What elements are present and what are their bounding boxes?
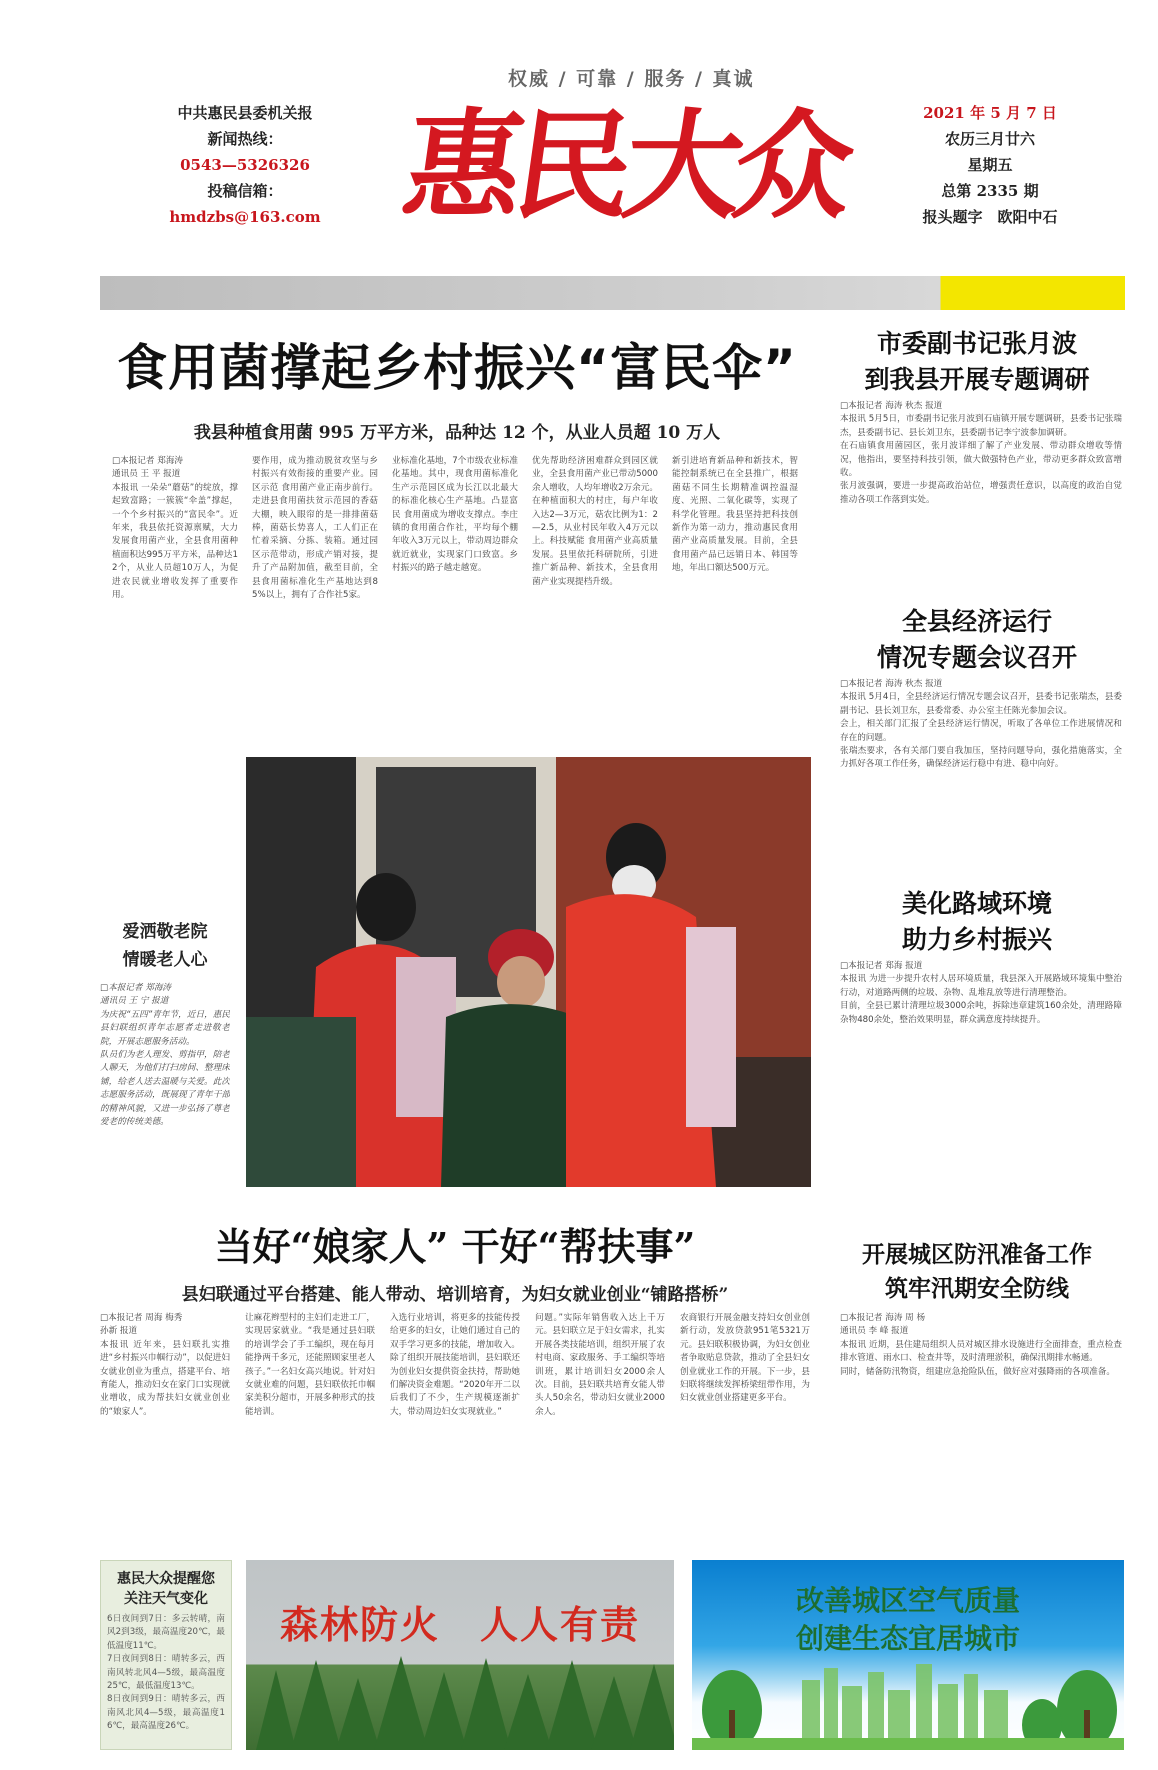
lead-column-2: 要作用，成为推动脱贫攻坚与乡村振兴有效衔接的重要产业。园区示范 食用菌产业正南步前行。走进县食用菌扶贫示范园的香菇大棚，映入眼帘的是一排排菌菇棒，菌菇长势喜人，工人们正在忙着采摘、分拣、装箱。通过园区示范带动，形成产销对接，提升了产品附加值，截至目前，全县食用菌标准化生产基地达到85%以上，拥有了合作社5家。 — [252, 456, 378, 601]
side-story-1-title: 市委副书记张月波 到我县开展专题调研 — [864, 329, 1090, 394]
weather-text: 6日夜间到7日：多云转晴，南风2到3级，最高温度20℃，最低温度11℃。 7日夜间到8日：晴转多云，西南风转北风4—5级，最高温度25℃，最低温度13℃。 8日夜间到9日：晴转多云，西南风北风4—5级，最高温度16℃，最高温度26℃。 — [107, 1614, 225, 1732]
air-quality-line-1: 改善城区空气质量 — [795, 1584, 1020, 1617]
second-body — [100, 1312, 810, 1532]
weekday: 星期五 — [967, 156, 1013, 174]
lunar-date: 农历三月廿六 — [944, 130, 1035, 148]
header-left-block — [150, 100, 340, 230]
lead-body — [112, 455, 802, 745]
lead-column-1: □本报记者 郑海涛 通讯员 王 平 报道 本报讯 一朵朵“蘑菇”的绽放，撑起致富路；一簇簇“伞盖”撑起，一个个乡村振兴的“富民伞”。近年来，我县依托资源禀赋，大力发展食用菌产业，全县食用菌种植面积达995万平方米，品种达12个，从业人员超10万人，为促进农民就业增收发挥了重要作用。 — [112, 456, 238, 601]
org-name: 中共惠民县委机关报 — [177, 104, 313, 122]
second-column-2: 让麻花辫型村的主妇们走进工厂，实现居家就业。“我是通过县妇联的培训学会了手工编织，现在每月能挣两千多元，还能照顾家里老人孩子。”一名妇女高兴地说。针对妇女就业难的问题，县妇联依托巾帼家美积分超市，开展多种形式的技能培训。 — [245, 1313, 375, 1417]
second-subheadline: 县妇联通过平台搭建、能人带动、培训培育，为妇女就业创业“铺路搭桥” — [181, 1285, 729, 1305]
lead-subheadline: 我县种植食用菌 995 万平方米，品种达 12 个，从业人员超 10 万人 — [193, 423, 721, 443]
header-slogan: 权威 / 可靠 / 服务 / 真诚 — [508, 68, 755, 90]
volunteers-photo-illustration — [246, 757, 811, 1187]
photo-caption-title: 爱洒敬老院 情暖老人心 — [122, 922, 208, 970]
forest-trees-illustration — [246, 1560, 674, 1750]
mail-label: 投稿信箱： — [207, 182, 283, 200]
lead-column-5: 新引进培育新品种和新技术，智能控制系统已在全县推广，根据菌菇不同生长期精准调控温湿度、光照、二氧化碳等，实现了科学化管理。我县坚持把科技创新作为第一动力，推动惠民食用菌产业高质量发展。目前，全县食用菌产品已远销日本、韩国等地，年出口额达500万元。 — [672, 456, 798, 574]
side-story-1-body: □本报记者 海涛 秋杰 报道 本报讯 5月5日，市委副书记张月波到石庙镇开展专题调研，县委书记张瑞杰，县委副书记、县长刘卫东，县委副书记李宁波参加调研。 在石庙镇食用菌园区，张月波详细了解了产业发展、带动群众增收等情况，他指出，要坚持科技引领，做大做强特色产业，带动更多群众致富增收。 张月波强调，要进一步提高政治站位，增强责任意识，以高度的政治自觉推动各项工作落到实处。 — [840, 401, 1122, 505]
lead-column-3: 业标准化基地，7个市级农业标准化基地。其中，现食用菌标准化生产示范园区成为长江以北最大的标准化核心生产基地。凸显富民 食用菌成为增收支撑点。李庄镇的食用菌合作社，平均每个棚年收入3万元以上，带动周边群众就近就业，实现家门口致富。乡村振兴的路子越走越宽。 — [392, 456, 518, 574]
lead-headline: 食用菌撑起乡村振兴“富民伞” — [117, 339, 797, 397]
second-column-3: 入选行业培训，将更多的技能传授给更多的妇女，让她们通过自己的双手学习更多的技能，增加收入。除了组织开展技能培训，县妇联还为创业妇女提供资金扶持，帮助她们解决资金难题。“2020年开二以后我们了不少，生产规模逐渐扩大，带动周边妇女实现就业。” — [390, 1313, 520, 1417]
forest-fire-slogan: 森林防火 人人有责 — [279, 1603, 640, 1647]
issue-number: 总第 2335 期 — [941, 182, 1039, 200]
header-right-block — [905, 100, 1075, 230]
hotline-number: 0543—5326326 — [180, 156, 310, 174]
lead-column-4: 优先帮助经济困难群众到园区就业，全县食用菌产业已带动5000余人增收，人均年增收2万余元。在种植面积大的村庄，每户年收入达2—3万元，菇农比例为1：2—2.5，从业村民年收入4万元以上。科技赋能 食用菌产业高质量发展。县里依托科研院所，引进推广新品种、新技术，全县食用菌产业实现提档升级。 — [532, 456, 658, 587]
header-band — [100, 276, 1125, 310]
forest-fire-ad — [246, 1560, 674, 1750]
air-quality-ad — [692, 1560, 1124, 1750]
hotline-label: 新闻热线： — [207, 130, 283, 148]
volunteers-photo — [246, 757, 811, 1187]
side-story-4-body: □本报记者 海涛 周 杨 通讯员 李 峰 报道 本报讯 近期，县住建局组织人员对城区排水设施进行全面排查，重点检查排水管道、雨水口、检查井等，及时清理淤积，确保汛期排水畅通。 同时，储备防汛物资，组建应急抢险队伍，做好应对强降雨的各项准备。 — [840, 1313, 1122, 1377]
weather-title: 惠民大众提醒您 关注天气变化 — [117, 1571, 215, 1607]
side-story-4-title: 开展城区防汛准备工作 筑牢汛期安全防线 — [862, 1241, 1092, 1302]
side-story-3-body: □本报记者 郑海 报道 本报讯 为进一步提升农村人居环境质量，我县深入开展路域环境集中整治行动，对道路两侧的垃圾、杂物、乱堆乱放等进行清理整治。 目前，全县已累计清理垃圾3000余吨，拆除违章建筑160余处，清理路障杂物480余处，整治效果明显，群众满意度持续提升。 — [840, 961, 1122, 1025]
air-quality-line-2: 创建生态宜居城市 — [795, 1622, 1020, 1655]
issue-date: 2021 年 5 月 7 日 — [923, 104, 1057, 122]
second-column-4: 问题。”实际年销售收入达上千万元。县妇联立足于妇女需求，扎实开展各类技能培训，组织开展了农村电商、家政服务、手工编织等培训班，累计培训妇女2000余人次。目前，县妇联共培育女能人带头人50余名，带动妇女就业2000余人。 — [535, 1313, 665, 1417]
second-column-1: □本报记者 周海 梅秀 孙新 报道 本报讯 近年来，县妇联扎实推进“乡村振兴巾帼行动”，以促进妇女就业创业为重点，搭建平台、培育能人，推动妇女在家门口实现就业增收，成为帮扶妇女就业创业的“娘家人”。 — [100, 1313, 230, 1417]
city-skyline-illustration — [692, 1560, 1124, 1750]
side-story-2-title: 全县经济运行 情况专题会议召开 — [876, 607, 1077, 672]
second-headline: 当好“娘家人” 干好“帮扶事” — [214, 1224, 696, 1269]
second-column-5: 农商银行开展金融支持妇女创业创新行动，发放贷款951笔5321万元。县妇联积极协调，为妇女创业者争取贴息贷款，推动了全县妇女创业就业工作的开展。下一步，县妇联将继续发挥桥梁纽带作用，为妇女就业创业搭建更多平台。 — [680, 1313, 810, 1404]
side-story-2-body: □本报记者 海涛 秋杰 报道 本报讯 5月4日，全县经济运行情况专题会议召开，县委书记张瑞杰，县委副书记、县长刘卫东，县委常委、办公室主任陈光参加会议。 会上，相关部门汇报了全县经济运行情况，听取了各单位工作进展情况和存在的问题。 张瑞杰要求，各有关部门要自我加压，坚持问题导向，强化措施落实，全力抓好各项工作任务，确保经济运行稳中有进、稳中向好。 — [840, 679, 1122, 770]
calligraphy-credit: 报头题字 欧阳中石 — [922, 208, 1058, 226]
masthead-title: 惠民大众 — [395, 96, 855, 235]
side-story-3-title: 美化路域环境 助力乡村振兴 — [901, 889, 1052, 954]
weather-box — [100, 1560, 232, 1750]
photo-caption-text: □本报记者 郑海涛 通讯员 王 宁 报道 为庆祝“五四”青年节，近日，惠民县妇联组织青年志愿者走进敬老院，开展志愿服务活动。 队员们为老人理发、剪指甲，陪老人聊天，为他们打扫房间、整理床铺，给老人送去温暖与关爱。此次志愿服务活动，既展现了青年干部的精神风貌，又进一步弘扬了尊老爱老的传统美德。 — [100, 983, 230, 1128]
email-address: hmdzbs@163.com — [169, 208, 321, 226]
